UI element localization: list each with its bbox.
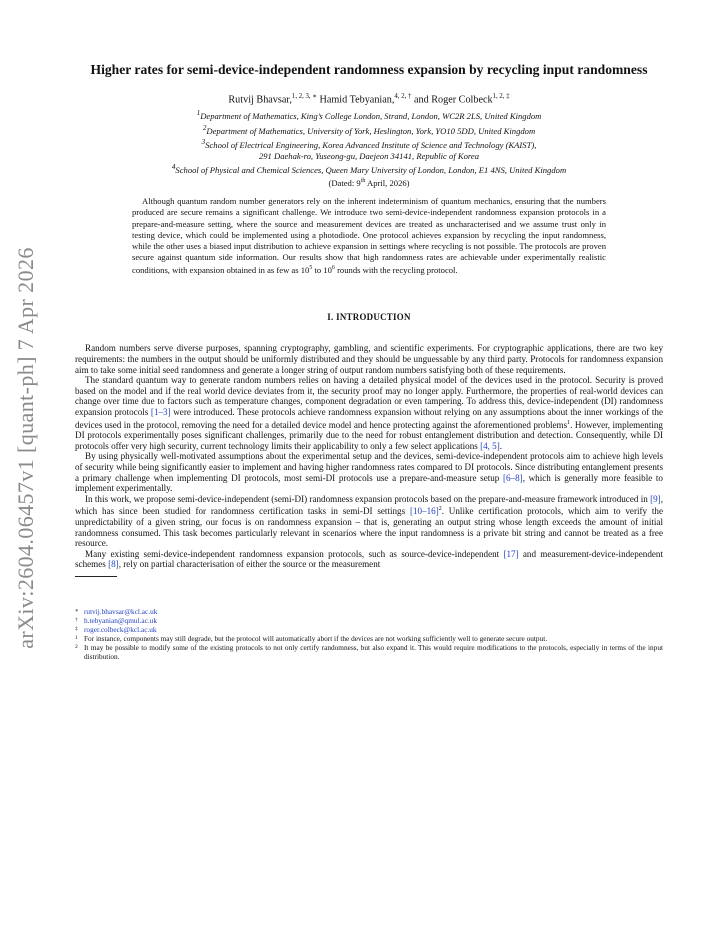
paragraph-2: The standard quantum way to generate random numbers relies on having a detailed physical model of the devices used in the protocol. Security is proved based on the model and if the real world device deviates from it, the security proof may no longer apply. Furthermore, the properties of real-world devices can change over time due to factors such as temperature changes, component degradation or even tampering. To address this, device-independent (DI) randomness expansion protocols [1–3] were introduced. These protocols achieve randomness expansion without relying on any assumptions about the inner workings of the devices used in the protocol, removing the need for a detailed device model and hence protecting against the aforementioned problems$^1$. However, implementing DI protocols experimentally poses significant challenges, primarily due to the need for robust entanglement distribution and detection. Consequently, while DI protocols offer very high security, current technology limits their applicability to only a few select applications [4, 5].	[75, 375, 663, 451]
citation-link[interactable]: [17]	[503, 548, 519, 559]
paragraph-4: In this work, we propose semi-device-independent (semi-DI) randomness expansion protocols based on the prepare-and-measure framework introduced in [9], which has since been studied for randomness certification tasks in semi-DI settings $[10-16]^2$. Unlike certification protocols, which aim to verify the unpredictability of a given string, our focus is on randomness expansion – that is, generating an output string whose length exceeds the amount of initial randomness consumed. This task becomes particularly relevant in scenarios where the input randomness is a private bit string and cannot be treated as a free resource.	[75, 493, 663, 549]
footnotes	[75, 607, 663, 661]
author-name: and Roger Colbeck	[411, 94, 493, 106]
body-text	[75, 343, 663, 570]
citation-link[interactable]: [8]	[108, 559, 119, 570]
footnote-2: 2 It may be possible to modify some of the existing protocols to not only certify randomness, but also expand it. This would require modifications to the protocols, especially in terms of the input distribution.	[75, 642, 663, 661]
affiliation-3: $^3$School of Electrical Engineering, Korea Advanced Institute of Science and Technology (KAIST),	[201, 137, 537, 150]
author-affiliation-marks: 1, 2, ‡	[492, 93, 510, 100]
email-link[interactable]: h.tebyanian@qmul.ac.uk	[84, 615, 157, 625]
affiliations	[75, 108, 663, 176]
affiliation-1: $^1$Department of Mathematics, King’s College London, Strand, London, WC2R 2LS, United Kingdom	[196, 109, 542, 122]
abstract: Although quantum random number generators rely on the inherent indeterminism of quantum mechanics, ensuring that the numbers produced are secure remains a significant challenge. We introduce two semi-device-independent randomness expansion protocols in a prepare-and-measure setting, where the source and measurement devices are treated as uncharacterised and we assume trust only in testing device, which could be implemented using a photodiode. One protocol achieves expansion by recycling the input randomness, while the other uses a biased input distribution to achieve expansion in settings where recycling is not possible. The protocols are proven secure against quantum side information. Our results show that high randomness rates are achievable under experimentally realistic conditions, with expansion obtained in as few as $10^5$ to $10^6$ rounds with the recycling protocol.	[132, 196, 606, 276]
citation-link[interactable]: [9]	[650, 493, 661, 504]
citation-link[interactable]: [10–16]	[409, 506, 439, 517]
author-name: Rutvij Bhavsar,	[228, 94, 292, 106]
affiliation-2: $^2$Department of Mathematics, University of York, Heslington, York, YO10 5DD, United Kingdom	[202, 123, 536, 136]
footnote-rule	[75, 576, 117, 577]
arxiv-identifier-stamp	[6, 248, 46, 648]
author-list	[75, 90, 663, 106]
paper-page	[75, 62, 663, 661]
section-heading: I. INTRODUCTION	[327, 312, 411, 323]
paper-title: Higher rates for semi-device-independent randomness expansion by recycling input randomness	[90, 62, 648, 77]
arxiv-identifier: arXiv:2604.06457v1 [quant-ph] 7 Apr 2026	[13, 247, 38, 649]
footnote-mark: 2	[438, 506, 442, 513]
citation-link[interactable]: [1–3]	[150, 407, 171, 418]
affiliation-4: $^4$School of Physical and Chemical Sciences, Queen Mary University of London, London, E1 4NS, United Kingdom	[171, 163, 567, 176]
citation-link[interactable]: [4, 5]	[480, 440, 500, 451]
citation-link[interactable]: [6–8]	[503, 472, 523, 483]
date-line: (Dated: 9th April, 2026)	[328, 178, 410, 189]
affiliation-3-cont: 291 Daehak-ro, Yuseong-gu, Daejeon 34141, Republic of Korea	[258, 150, 480, 161]
footnote-email-1: ∗ rutvij.bhavsar@kcl.ac.uk	[75, 606, 158, 616]
paragraph-3: By using physically well-motivated assumptions about the experimental setup and the devices, semi-device-independent protocols aim to achieve high levels of security while being significantly easier to implement and having higher randomness rates compared to DI protocols. Since distributing entanglement presents a primary challenge when implementing DI protocols, most semi-DI protocols use a prepare-and-measure setup [6–8], which is generally more feasible to implement experimentally.	[75, 451, 663, 494]
email-link[interactable]: roger.colbeck@kcl.ac.uk	[84, 624, 157, 634]
footnote-email-3: ‡ roger.colbeck@kcl.ac.uk	[75, 624, 157, 634]
author-affiliation-marks: 1, 2, 3, ∗	[291, 93, 317, 100]
paragraph-1: Random numbers serve diverse purposes, spanning cryptography, gambling, and scientific experiments. For cryptographic applications, there are two key requirements: the numbers in the output should be uniformly distributed and they should be unguessable by any third party. Protocols for randomness expansion aim to take some initial seed randomness and generate a longer string of output random numbers satisfying both of these requirements.	[75, 343, 663, 375]
footnote-mark: 1	[567, 419, 571, 426]
email-link[interactable]: rutvij.bhavsar@kcl.ac.uk	[84, 606, 158, 616]
footnote-email-2: † h.tebyanian@qmul.ac.uk	[75, 615, 157, 625]
paragraph-5: Many existing semi-device-independent randomness expansion protocols, such as source-device-independent [17] and measurement-device-independent schemes [8], rely on partial characterisation of either the source or the measurement	[75, 548, 663, 570]
author-affiliation-marks: 4, 2, †	[394, 93, 412, 100]
author-name: Hamid Tebyanian,	[316, 94, 395, 106]
footnote-1: 1 For instance, components may still degrade, but the protocol will automatically abort if the devices are not working sufficiently well to generate secure output.	[75, 633, 548, 643]
